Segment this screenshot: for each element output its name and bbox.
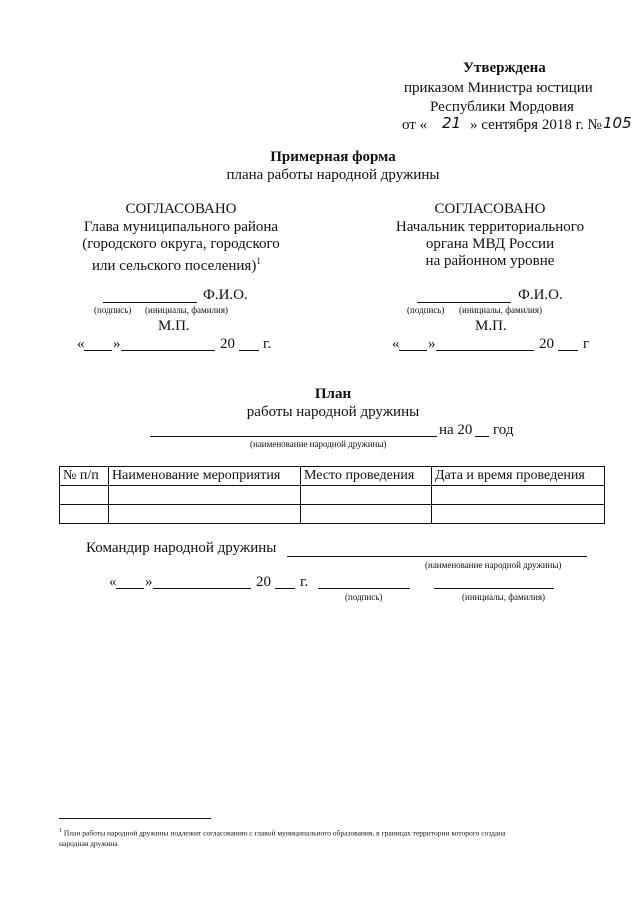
footnote-mark: 1 [59,828,62,834]
form-subtitle: плана работы народной дружины [226,167,440,183]
right-approval-line-3: на районном уровне [425,253,555,269]
table-cell [109,486,301,505]
approval-date-prefix: от « [402,117,428,133]
right-date-year: 20 [539,336,554,352]
right-initials-caption: (инициалы, фамилия) [459,305,542,315]
left-signature-line [103,302,197,303]
commander-date-open: « [109,574,117,590]
left-seal: М.П. [158,318,190,334]
left-approval-line-2: (городского округа, городского [82,236,280,252]
right-date-open: « [392,336,400,352]
plan-title: План [314,386,352,402]
plan-year-prefix: на 20 [439,422,473,438]
approval-date-middle: » сентября 2018 г. № [470,117,602,133]
table-header-row [60,467,605,486]
commander-name-line [287,556,587,557]
right-approval-line-1: Начальник территориального [395,219,585,235]
plan-name-caption: (наименование народной дружины) [250,439,387,449]
plan-subtitle: работы народной дружины [246,404,420,420]
handwritten-order-number: 105 [603,114,632,132]
footnote-divider [59,818,211,819]
handwritten-day: 21 [442,114,462,132]
right-date-day-line [399,350,427,351]
footnote-text-2: народная дружина [59,838,118,848]
right-signature-line [417,302,511,303]
commander-date-year-suffix: г. [300,574,309,590]
approval-title: Утверждена [463,60,546,76]
left-date-close: » [113,336,121,352]
plan-name-line [150,436,437,437]
column-header-event: Наименование мероприятия [109,467,301,486]
column-header-place: Место проведения [301,467,432,486]
right-fio: Ф.И.О. [518,287,563,303]
approval-line-1: приказом Министра юстиции [404,80,593,96]
right-sign-caption: (подпись) [407,305,445,315]
left-initials-caption: (инициалы, фамилия) [145,305,228,315]
right-seal: М.П. [475,318,507,334]
table-row [60,505,605,524]
plan-table [59,466,605,524]
footnote [59,826,506,849]
commander-sign-caption: (подпись) [345,592,383,602]
commander-initials-caption: (инициалы, фамилия) [462,592,545,602]
plan-year-suffix: год [493,422,514,438]
right-date-year-line [558,350,578,351]
left-date-year-suffix: г. [263,336,272,352]
footnote-text-1: План работы народной дружины подлежит согласованию с главой муниципального образования, в границах территории которого создана [63,828,506,838]
commander-signature-line [318,588,410,589]
commander-date-year: 20 [256,574,271,590]
column-header-datetime: Дата и время проведения [432,467,605,486]
left-approval-line-3 [92,253,261,275]
left-approval-heading: СОГЛАСОВАНО [125,201,237,217]
table-cell [432,486,605,505]
table-cell [301,505,432,524]
left-fio: Ф.И.О. [203,287,248,303]
approval-line-2: Республики Мордовия [430,99,574,115]
commander-date-month-line [153,588,251,589]
commander-label: Командир народной дружины [86,540,277,556]
table-cell [432,505,605,524]
commander-date-day-line [116,588,144,589]
table-cell [301,486,432,505]
left-approval-line-1: Глава муниципального района [83,219,279,235]
commander-date-year-line [275,588,295,589]
right-date-month-line [436,350,534,351]
left-date-day-line [84,350,112,351]
right-date-close: » [428,336,436,352]
commander-initials-line [434,588,554,589]
left-date-open: « [77,336,85,352]
footnote-marker: 1 [256,256,261,266]
commander-date-close: » [145,574,153,590]
commander-name-caption: (наименование народной дружины) [425,560,562,570]
table-row [60,486,605,505]
left-approval-line-3-text: или сельского поселения) [92,258,257,274]
right-approval-heading: СОГЛАСОВАНО [434,201,546,217]
table-cell [60,505,109,524]
form-title: Примерная форма [270,149,396,165]
right-date-year-suffix: г [583,336,590,352]
plan-year-line [475,436,489,437]
left-date-year: 20 [220,336,235,352]
right-approval-line-2: органа МВД России [425,236,555,252]
left-sign-caption: (подпись) [94,305,132,315]
column-header-number: № п/п [60,467,109,486]
footnote-line-1 [59,826,506,839]
left-date-month-line [121,350,215,351]
left-date-year-line [239,350,259,351]
table-cell [60,486,109,505]
table-cell [109,505,301,524]
